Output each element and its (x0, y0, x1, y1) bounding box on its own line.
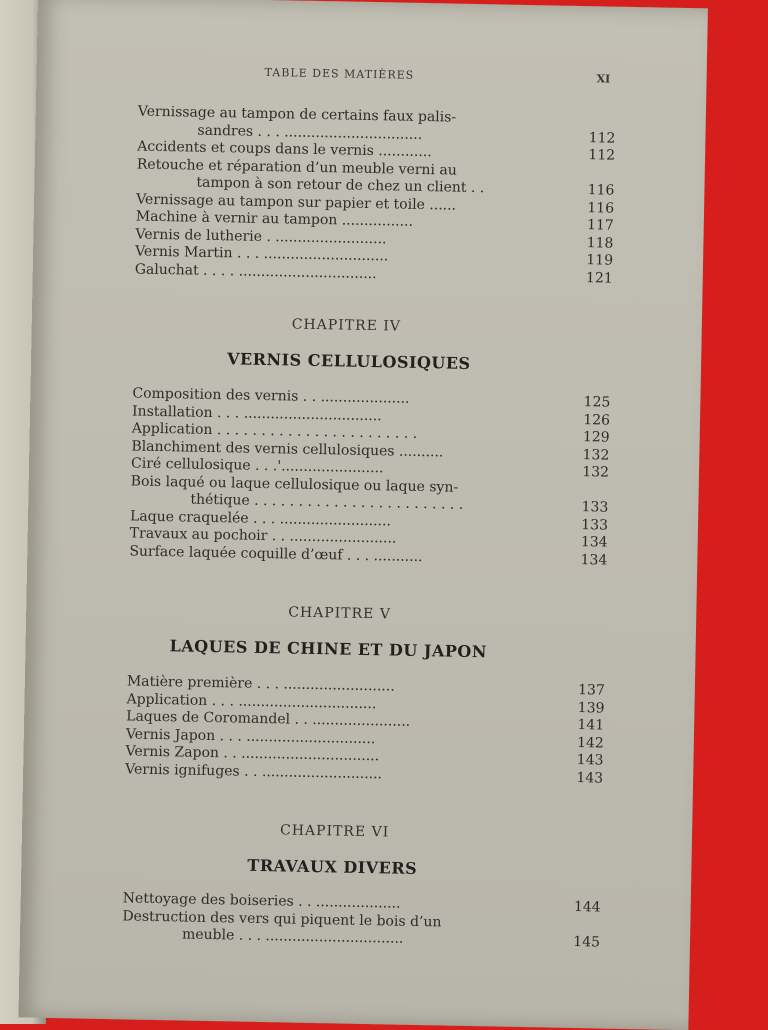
toc-page-number: 133 (581, 516, 609, 534)
toc-page-number: 132 (582, 446, 610, 464)
chapter-title: VERNIS CELLULOSIQUES (226, 349, 471, 373)
toc-entry-line: Travaux au pochoir . . ........................ (129, 525, 397, 547)
toc-entry-line: Application . . . . . . . . . . . . . . . . . . . . . . . (131, 420, 418, 442)
toc-entry-line: tampon à son retour de chez un client . . (196, 174, 485, 197)
toc-entry-line: Bois laqué ou laque cellulosique ou laque syn- (130, 472, 459, 496)
toc-page-number: 112 (588, 129, 616, 147)
toc-entry-line: Nettoyage des boiseries . . ................... (122, 890, 401, 912)
toc-page-number: 142 (576, 734, 604, 752)
chapter-number: CHAPITRE IV (291, 316, 402, 335)
toc-entry-line: Application . . . ............................... (126, 690, 377, 712)
toc-page-number: 116 (587, 182, 615, 199)
toc-entry-line: Retouche et réparation d’un meuble verni au (136, 155, 457, 179)
toc-page-number: 129 (582, 429, 610, 446)
toc-entry-line: Laques de Coromandel . . ...................... (126, 708, 411, 730)
toc-entry-line: Composition des vernis . . .................... (132, 385, 410, 407)
toc-page-number: 121 (585, 269, 613, 287)
chapter-number: CHAPITRE VI (279, 822, 390, 841)
toc-entry-line: Matière première . . . ......................... (126, 673, 395, 695)
toc-entry-line: Machine à vernir au tampon ................ (135, 208, 414, 230)
toc-page-number: 134 (580, 534, 608, 551)
toc-page-number: 141 (577, 717, 605, 734)
page-number: XI (596, 72, 611, 86)
toc-page-number: 126 (583, 411, 611, 429)
toc-entry-line: meuble . . . ............................... (181, 926, 404, 947)
toc-page-number: 145 (573, 934, 601, 951)
toc-page-number: 137 (577, 682, 605, 699)
toc-entry-line: Ciré cellulosique . . .'....................... (130, 455, 384, 477)
toc-entry-line: thétique . . . . . . . . . . . . . . . . . . . . . . . . (190, 491, 464, 513)
toc-entry-line: Galuchat . . . . ............................... (134, 260, 377, 282)
toc-page-number: 118 (586, 234, 614, 252)
toc-page-number: 139 (577, 699, 605, 717)
toc-entry-line: Vernis Japon . . . ............................. (125, 725, 376, 747)
toc-page-number: 144 (573, 899, 601, 916)
toc-entry-line: Installation . . . ............................... (131, 402, 382, 424)
toc-entry-line: Vernis Martin . . . ............................ (135, 243, 389, 265)
toc-page-number: 125 (583, 394, 611, 411)
toc-entry-line: Blanchiment des vernis cellulosiques .......... (131, 437, 444, 460)
toc-page-number: 134 (580, 551, 608, 569)
toc-page-number: 133 (581, 499, 609, 516)
toc-page-number: 132 (582, 464, 610, 481)
toc-entry-line: Destruction des vers qui piquent le bois d’un (122, 907, 442, 930)
toc-page-number: 117 (586, 217, 614, 234)
chapter-title: LAQUES DE CHINE ET DU JAPON (169, 636, 488, 662)
toc-entry-line: sandres . . . ............................... (197, 122, 423, 143)
toc-page-number: 143 (576, 752, 604, 769)
toc-page-number: 119 (586, 252, 614, 269)
toc-entry-line: Surface laquée coquille d’œuf . . . ........... (129, 542, 423, 565)
toc-page-number: 116 (587, 199, 615, 217)
chapter-number: CHAPITRE V (288, 604, 392, 623)
toc-page-number: 143 (576, 769, 604, 787)
chapter-title: TRAVAUX DIVERS (247, 855, 418, 879)
toc-entry-line: Laque craquelée . . . ......................... (129, 507, 392, 529)
table-of-contents-page (18, 0, 707, 1030)
toc-entry-line: Vernis ignifuges . . ........................... (125, 760, 383, 782)
toc-entry-line: Accidents et coups dans le vernis ............ (137, 138, 432, 161)
toc-entry-line: Vernissage au tampon sur papier et toile ...... (136, 190, 457, 214)
toc-entry-line: Vernis Zapon . . ............................... (125, 743, 380, 765)
toc-entry-line: Vernissage au tampon de certains faux palis- (137, 103, 457, 126)
toc-entry-line: Vernis de lutherie . ......................... (135, 225, 387, 247)
toc-page-number: 112 (588, 147, 616, 164)
running-title: TABLE DES MATIÈRES (264, 65, 415, 82)
